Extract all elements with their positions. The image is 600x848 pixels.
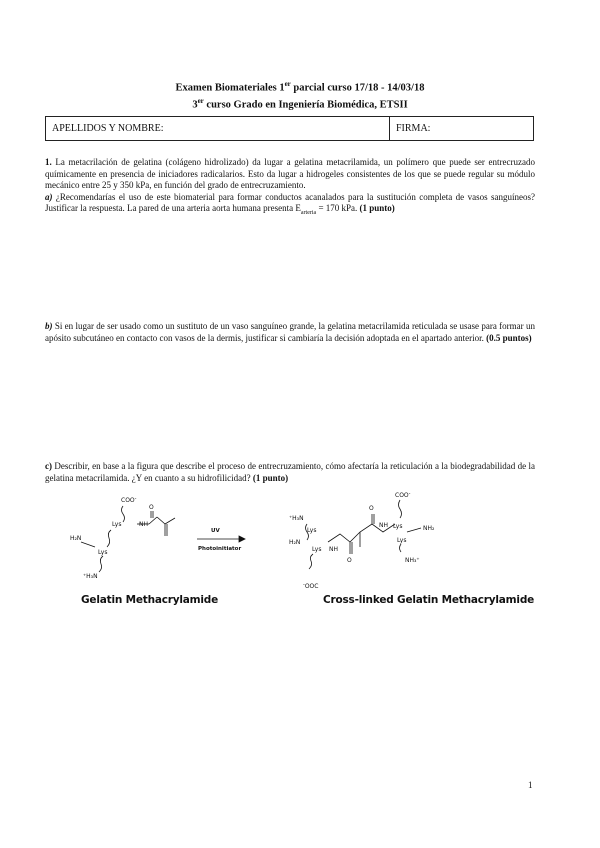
part-c-label: c) [45, 461, 52, 471]
name-label: APELLIDOS Y NOMBRE: [52, 123, 164, 134]
crosslinking-figure [45, 492, 555, 614]
left-lys-label: Lys [112, 521, 122, 528]
part-a-label: a) [45, 191, 53, 202]
left-methyl-bond [165, 518, 175, 524]
part-a-text: ¿Recomendarías el uso de este biomaterial para formar conductos acanalados para la sustitución completa de vasos sanguíneos? Justificar la respuesta. La pared de una arteria aorta humana presenta E [45, 191, 535, 214]
exam-title: Examen Biomateriales 1er parcial curso 17/18 - 14/03/18 [175, 80, 425, 94]
part-c-points: (1 punto) [252, 472, 289, 483]
right-lys4-label: Lys [397, 537, 407, 544]
arrow-photoinitiator-label: Photoinitiator [198, 546, 242, 552]
part-b-points: (0.5 puntos) [486, 332, 532, 343]
name-field[interactable] [46, 117, 390, 140]
left-nh-label: NH [139, 521, 148, 528]
question-b [45, 321, 535, 344]
left-ca-bond [157, 517, 165, 524]
right-lys2-label: Lys [312, 546, 322, 553]
right-caption: Cross-linked Gelatin Methacrylamide [323, 594, 535, 606]
part-b-text: Si en lugar de ser usado como un sustituto de un vaso sanguíneo grande, la gelatina metacrilamida reticulada se usase para formar un apósito subcutáneo en contacto con vasos de la dermis, justificar si cambiaría la decisión adoptada en el apartado anterior. [45, 321, 535, 343]
student-id-table [45, 116, 534, 141]
left-o-label: O [149, 504, 154, 511]
part-c-text: Describir, en base a la figura que describe el proceso de entrecruzamiento, cómo afectaría la reticulación a la biodegradabilidad de la gelatina metacrilamida. ¿Y en cuanto a su hidrofilicidad? [45, 461, 535, 483]
right-chain-right [400, 544, 402, 552]
right-nh2-bond [407, 528, 421, 532]
left-caption: Gelatin Methacrylamide [81, 594, 219, 606]
exam-header [0, 78, 600, 111]
right-ooc-label: -OOC [303, 582, 319, 590]
left-h3n-label: ⁺H₃N [83, 573, 98, 580]
arrow-uv-label: UV [211, 528, 220, 534]
right-o-bottom-label: O [347, 557, 352, 564]
exam-subtitle: 3er curso Grado en Ingeniería Biomédica, ETSII [192, 96, 408, 110]
question-number: 1. [45, 157, 52, 167]
page-number: 1 [528, 780, 533, 790]
right-chain-top [399, 500, 402, 518]
right-nh2-label: NH [379, 522, 388, 529]
question-1: 1. La metacrilación de gelatina (colágeno hidrolizado) da lugar a gelatina metacrilamida, un polímero que puede ser entrecruzado químicamente en presencia de iniciadores radicalarios. Esto da lugar a hidrogeles consistentes de los que se puede regular su módulo mecánico entre 25 y 350 kPa, en función del grado de entrecruzamiento. a) ¿Recomendarías el uso de este biomaterial para formar conductos acanalados para la sustitución completa de vasos sanguíneos? Justificar la respuesta. La pared de una arteria aorta humana presenta $E_{arteria} = 170$ kPa. (1 punto) [45, 157, 535, 217]
part-a-points: (1 punto) [359, 203, 395, 214]
signature-field[interactable] [390, 117, 533, 140]
left-h2n-bond [81, 542, 95, 547]
right-nh3-label: NH₃⁺ [405, 557, 420, 564]
right-h2n-label: H₂N [289, 539, 301, 546]
left-chain-top [122, 506, 125, 522]
left-co-bond [149, 517, 157, 524]
signature-label: FIRMA: [396, 123, 431, 134]
right-coo-label: COO- [395, 492, 411, 499]
part-b-label: b) [45, 321, 53, 331]
arrowhead [239, 536, 245, 542]
right-nh2-group-label: NH₂ [423, 525, 435, 532]
left-coo-label: COO- [121, 496, 137, 504]
left-h2n-label: H₂N [70, 535, 82, 542]
left-chain-bottom [99, 556, 103, 572]
right-h3n-label: ⁺H₃N [289, 515, 304, 522]
reaction-scheme [45, 492, 555, 592]
question-c [45, 461, 535, 484]
right-chain-bottom [309, 554, 313, 569]
left-lys2-label: Lys [98, 549, 108, 556]
right-lys3-label: Lys [393, 523, 403, 530]
question-intro: La metacrilación de gelatina (colágeno hidrolizado) da lugar a gelatina metacrilamida, un polímero que puede ser entrecruzado químicamente en presencia de iniciadores radicalarios. Esto da lugar a hidrogeles consistentes de los que se puede regular su módulo mecánico entre 25 y 350 kPa, en función del grado de entrecruzamiento. [45, 157, 535, 191]
right-o-top-label: O [369, 505, 374, 512]
right-lys-label: Lys [307, 527, 317, 534]
right-nh-label: NH [329, 546, 338, 553]
left-chain-mid [107, 530, 111, 547]
